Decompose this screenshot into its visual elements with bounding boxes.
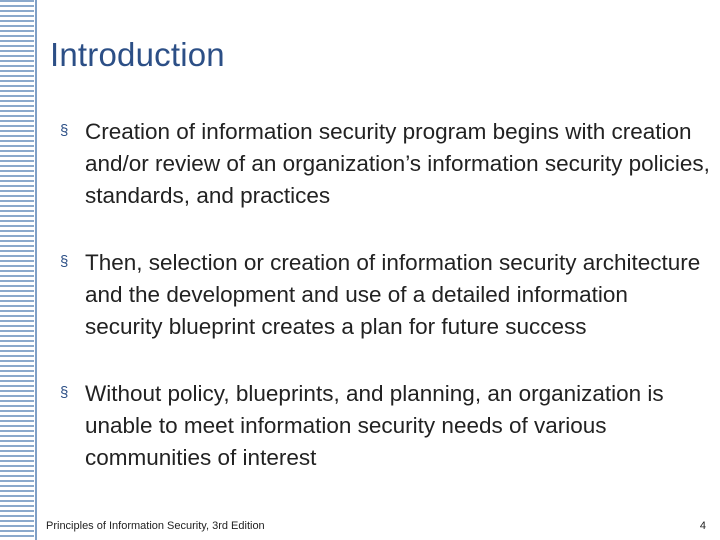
bullet-text: Without policy, blueprints, and planning, an organization is unable to meet information security needs of various communities of interest xyxy=(85,381,664,470)
bullet-item-2 xyxy=(60,247,710,343)
square-bullet-icon: § xyxy=(60,253,69,270)
bullet-text: Then, selection or creation of information security architecture and the development and use of a detailed information security blueprint creates a plan for future success xyxy=(85,250,701,339)
bullet-text: Creation of information security program begins with creation and/or review of an organization’s information security policies, standards, and practices xyxy=(85,119,710,208)
page-number: 4 xyxy=(699,520,706,532)
bullet-item-3 xyxy=(60,378,710,474)
square-bullet-icon: § xyxy=(60,122,69,139)
side-divider-line xyxy=(35,0,37,540)
bullet-item-1 xyxy=(60,116,710,212)
square-bullet-icon: § xyxy=(60,384,69,401)
bullet-list xyxy=(60,116,710,509)
slide-title: Introduction xyxy=(50,36,225,73)
footer-source: Principles of Information Security, 3rd Edition xyxy=(46,520,265,532)
side-stripe-decoration xyxy=(0,0,34,540)
